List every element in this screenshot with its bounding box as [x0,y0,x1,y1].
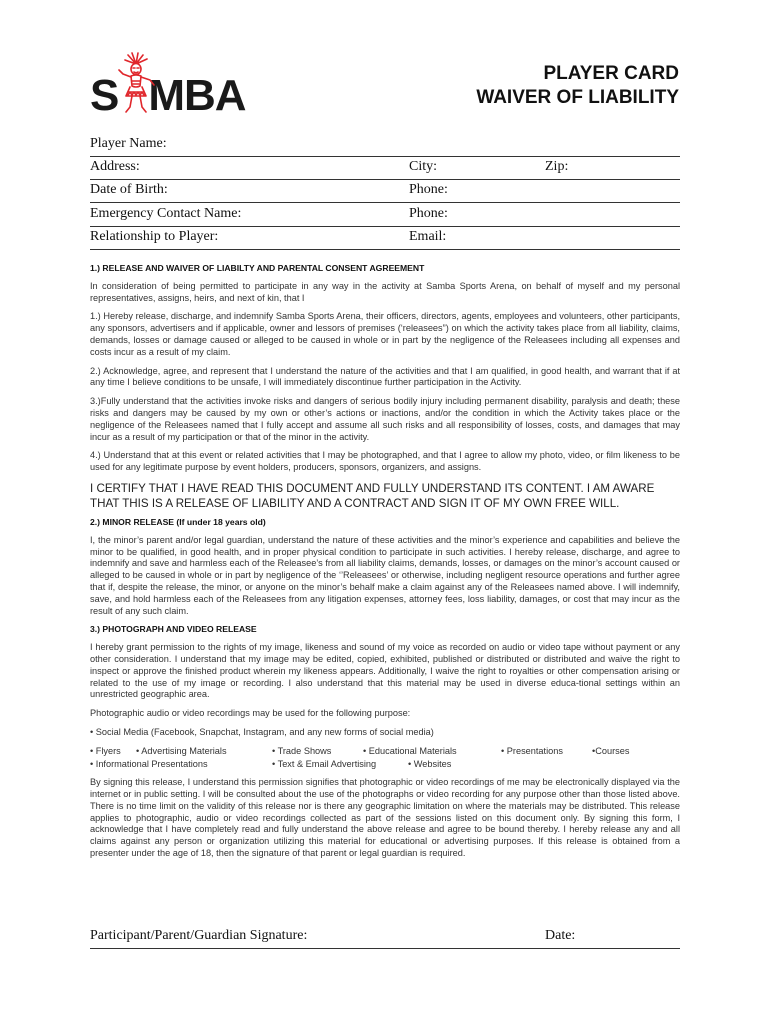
purpose-item: • Websites [408,758,452,769]
section-1-clause-2: 2.) Acknowledge, agree, and represent that I understand the nature of the activities and that I am qualified, in good health, and warrant that if at any time I believe conditions to be unsafe, I will immediately discontinue further participation in the Activity. [90,365,680,388]
section-3-text: I hereby grant permission to the rights of my image, likeness and sound of my voice as recorded on audio or video tape without payment or any other consideration. I understand that my image may be edited, copied, exhibited, published or distributed or distributed and waive the right to inspect or approve the finished product wherein my likeness appears. Additionally, I waive the right to royalties or other compensation arising or related to the use of my image or recording. I also understand that this material may be used in diverse educa-tional settings within an unrestricted geographic area. [90,642,680,700]
city-label: City: [409,159,438,174]
purpose-social-media: • Social Media (Facebook, Snapchat, Instagram, and any new forms of social media) [90,726,434,737]
purpose-item: • Educational Materials [363,745,457,756]
section-1-intro: In consideration of being permitted to participate in any way in the activity at Samba Sports Arena, on behalf of myself and my personal representatives, assigns, heirs, and next of kin, that I [90,280,680,303]
section-2-heading: 2.) MINOR RELEASE (If under 18 years old) [90,516,266,527]
logo-text-s: S [90,71,119,120]
emergency-contact-row[interactable] [90,204,680,227]
section-3-purpose: Photographic audio or video recordings may be used for the following purpose: [90,708,411,719]
purpose-item: • Presentations [501,745,563,756]
waiver-body [90,263,680,867]
section-1-clause-1: 1.) Hereby release, discharge, and indemnify Samba Sports Arena, their officers, directors, agents, employees and volunteers, other participants, any sponsors, advertisers and if applicable, owner and lessors of premises (‘releasees”) on which the activity takes place from all liability, claims, demands, losses or damage caused or alleged to be caused in whole or in part by the negligence of the Releasees including all expenses and costs incur as a result of my claim. [90,311,680,357]
purpose-bullets-row-2 [90,759,680,771]
address-label: Address: [90,159,140,174]
emergency-contact-label: Emergency Contact Name: [90,206,242,221]
section-1-clause-3: 3.)Fully understand that the activities invoke risks and dangers of serious bodily injury including permanent disability, paralysis and death; these risks and dangers may be caused by my own or other’s actions or inactions, and/or the condition in which the Activity takes place or the negligence of the Releasees named that I fully accept and assume all such risks and all responsibility of losses, costs, and damages that may incur as a result of my participation or that of the minor in the activity. [90,396,680,442]
section-1-heading: 1.) RELEASE AND WAIVER OF LIABILTY AND PARENTAL CONSENT AGREEMENT [90,263,425,273]
address-row[interactable] [90,157,680,180]
phone-label: Phone: [409,182,448,197]
email-label: Email: [409,229,447,244]
section-3-heading: 3.) PHOTOGRAPH AND VIDEO RELEASE [90,624,257,635]
emergency-phone-label: Phone: [409,206,448,221]
purpose-item: • Text & Email Advertising [272,758,377,769]
relationship-row[interactable] [90,227,680,250]
samba-dancer-icon [114,52,158,116]
dob-row[interactable] [90,180,680,203]
logo-text-mba: MBA [148,71,246,120]
certification-statement: I CERTIFY THAT I HAVE READ THIS DOCUMENT AND FULLY UNDERSTAND ITS CONTENT. I AM AWARE THAT THIS IS A RELEASE OF LIABILITY AND A CONTRACT AND SIGN IT OF MY OWN FREE WILL. [90,481,655,511]
purpose-item: • Advertising Materials [136,745,227,756]
purpose-bullets-row-1 [90,746,680,758]
zip-label: Zip: [545,159,569,174]
signature-label: Participant/Parent/Guardian Signature: [90,928,308,943]
dob-label: Date of Birth: [90,182,168,197]
section-2-text: I, the minor’s parent and/or legal guardian, understand the nature of these activities and the minor’s experience and capabilities and believe the minor to be qualified, in good health, and in proper physical condition to participate in such activities. I hereby release, discharge, and agree to indemnify and save and harmless each of the Releasee’s from all liability claims, demands, losses, or damages on the minor’s account caused or alleged to be caused in whole or in part by negligence of the ‘’Releasees’ or otherwise, including negligent resource operations and further agree that if, despite the release, the minor, or anyone on the minor’s behalf make a claim against any of the Releasees named above. I will indemnify, save, and hold harmless each of the Releasees from any litigation expenses, attorney fees, loss liability, damages, or cost that may incur as the result of any such claim. [90,534,680,616]
section-1-clause-4: 4.) Understand that at this event or related activities that I may be photographed, and that I agree to allow my photo, video, or film likeness to be used for any legitimate purpose by event holders, producers, sponsors, organizers, and assigns. [90,450,680,473]
relationship-label: Relationship to Player: [90,229,219,244]
section-3-consent: By signing this release, I understand this permission signifies that photographic or video recordings of me may be electronically displayed via the internet or in public setting. I will be consulted about the use of the photographs or video recording for any purpose other than those listed above. There is no time limit on the validity of this release nor is there any geographic limitation on where the materials may be distributed. This release applies to photographic, audio or video recordings collected as part of the sessions listed on this document only. By signing this form, I acknowledge that I have completely read and fully understand the above release and agree to be bound thereby. I hereby release any and all claims against any person or organization utilizing this material for educational or advertising purposes. If this release is obtained from a presenter under the age of 18, then the signature of that parent or legal guardian is required. [90,777,680,859]
player-name-row[interactable] [90,134,680,157]
purpose-item: • Flyers [90,745,121,756]
date-label: Date: [545,928,576,943]
samba-logo [90,52,250,120]
signature-row[interactable] [90,926,680,949]
title-line-1: PLAYER CARD [543,63,679,84]
player-name-label: Player Name: [90,136,167,151]
purpose-item: •Courses [592,745,630,756]
purpose-item: • Trade Shows [272,745,332,756]
title-line-2: WAIVER OF LIABILITY [476,87,679,108]
purpose-item: • Informational Presentations [90,758,208,769]
document-title [476,62,679,110]
